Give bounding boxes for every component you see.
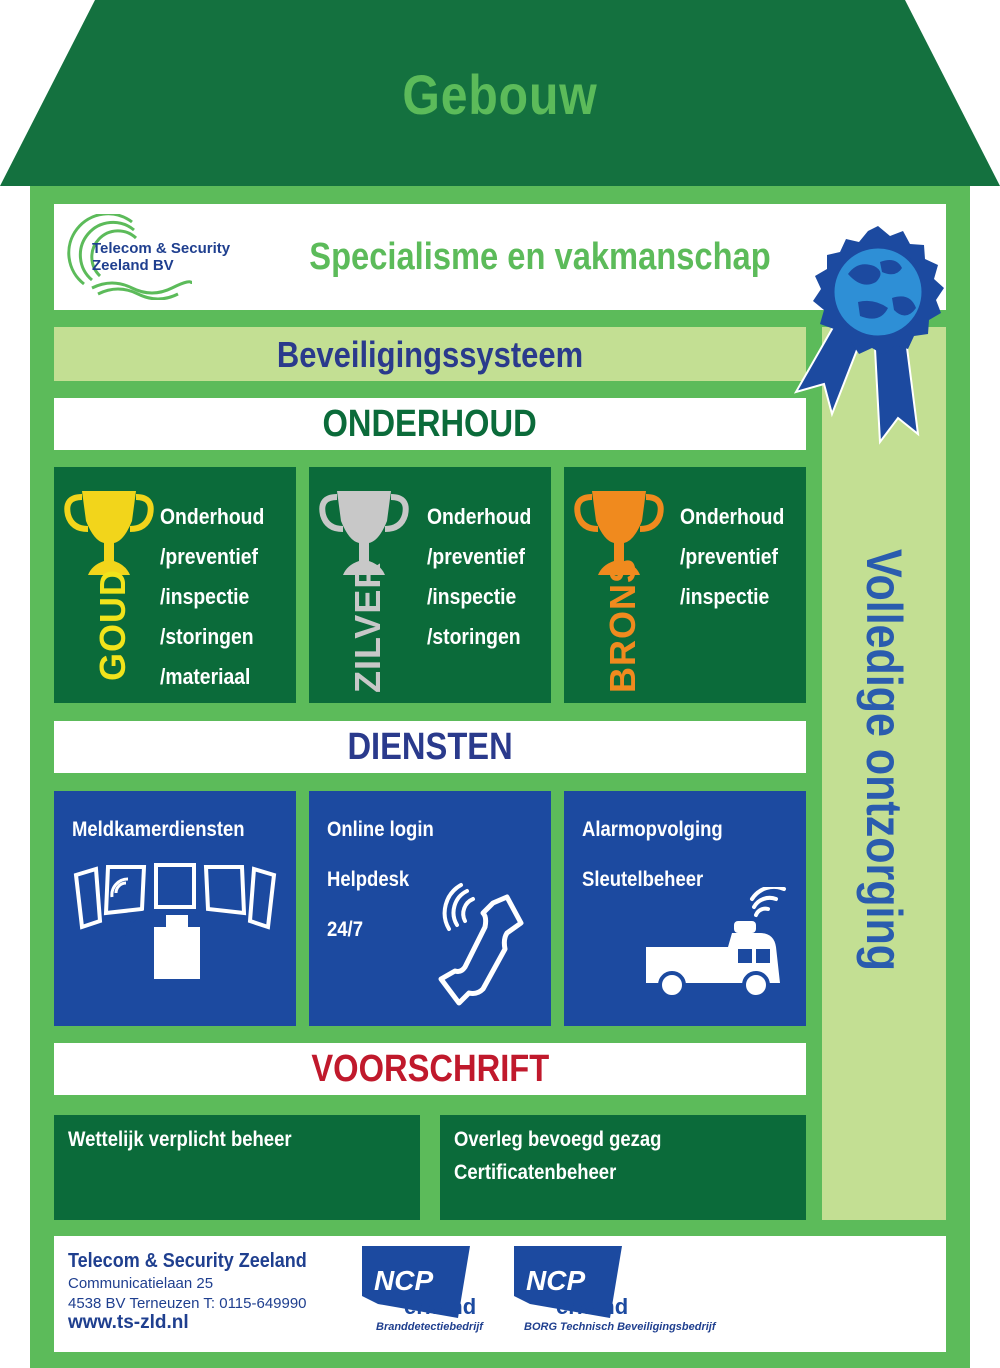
ncp-logo-bottom-text: erkend: [556, 1294, 629, 1319]
service-text: [72, 805, 245, 855]
tier-items-bronze: [680, 497, 784, 617]
tier-item: /inspectie: [160, 584, 250, 609]
logo-line-2: Zeeland BV: [92, 257, 174, 274]
service-line: 24/7: [327, 918, 363, 941]
tier-label-bronze: BRONS: [602, 557, 643, 693]
tier-item: /preventief: [427, 544, 525, 569]
footer-address-line-1: Communicatielaan 25: [68, 1275, 214, 1292]
tier-item: /inspectie: [427, 584, 517, 609]
regulation-text: [68, 1123, 292, 1156]
service-card-helpdesk: [309, 791, 551, 1026]
ncp-caption-borg: BORG Technisch Beveiligingsbedrijf: [524, 1321, 716, 1333]
tier-items-gold: [160, 497, 264, 697]
regulation-heading: VOORSCHRIFT: [54, 1043, 806, 1095]
roof-title: Gebouw: [402, 63, 598, 126]
tier-item: Onderhoud: [427, 504, 532, 529]
tier-card-silver: [309, 467, 551, 703]
services-heading: DIENSTEN: [54, 721, 806, 773]
service-card-control-room: [54, 791, 296, 1026]
ncp-logo-bottom-text: erkend: [404, 1294, 477, 1319]
tier-card-gold: [54, 467, 296, 703]
tier-item: Onderhoud: [160, 504, 265, 529]
ncp-caption-fire: Branddetectiebedrijf: [376, 1321, 483, 1333]
tier-item: /inspectie: [680, 584, 770, 609]
tier-item: Onderhoud: [680, 504, 785, 529]
tier-item: /materiaal: [160, 664, 251, 689]
company-logo-text: [92, 240, 230, 274]
tier-label-gold: GOUD: [92, 569, 133, 681]
footer-company-name: Telecom & Security Zeeland: [68, 1250, 307, 1272]
tier-label-silver: ZILVER: [347, 561, 388, 693]
tier-card-bronze: [564, 467, 806, 703]
response-van-icon: [638, 887, 798, 1007]
regulation-line: Wettelijk verplicht beheer: [68, 1128, 292, 1151]
service-line: Meldkamerdiensten: [72, 818, 245, 841]
service-text: [327, 805, 434, 955]
control-room-icon: [72, 857, 278, 1017]
service-line: Sleutelbeheer: [582, 868, 704, 891]
service-line: Online login: [327, 818, 434, 841]
maintenance-heading: ONDERHOUD: [54, 398, 806, 450]
logo-line-1: Telecom & Security: [92, 240, 231, 257]
regulation-card-authority: [440, 1115, 806, 1220]
ncp-logo-top-text: NCP: [526, 1265, 586, 1296]
regulation-card-legal: [54, 1115, 420, 1220]
side-banner-text: Volledige ontzorging: [856, 548, 912, 971]
specialism-title: Specialisme en vakmanschap: [309, 236, 771, 278]
tier-item: /preventief: [160, 544, 258, 569]
service-line: Helpdesk: [327, 868, 410, 891]
tier-items-silver: [427, 497, 531, 657]
regulation-text: [454, 1123, 661, 1189]
security-system-title: Beveiligingssysteem: [276, 334, 584, 375]
regulation-line: Overleg bevoegd gezag: [454, 1128, 662, 1151]
service-line: Alarmopvolging: [582, 818, 723, 841]
ncp-logo-top-text: NCP: [374, 1265, 434, 1296]
footer-website-link[interactable]: www.ts-zld.nl: [68, 1312, 189, 1333]
tier-item: /storingen: [427, 624, 521, 649]
regulation-line: Certificatenbeheer: [454, 1161, 617, 1184]
tier-item: /preventief: [680, 544, 778, 569]
phone-icon: [437, 881, 537, 1011]
footer-address-line-2: 4538 BV Terneuzen T: 0115-649990: [68, 1295, 307, 1312]
tier-item: /storingen: [160, 624, 254, 649]
service-card-alarm-response: [564, 791, 806, 1026]
